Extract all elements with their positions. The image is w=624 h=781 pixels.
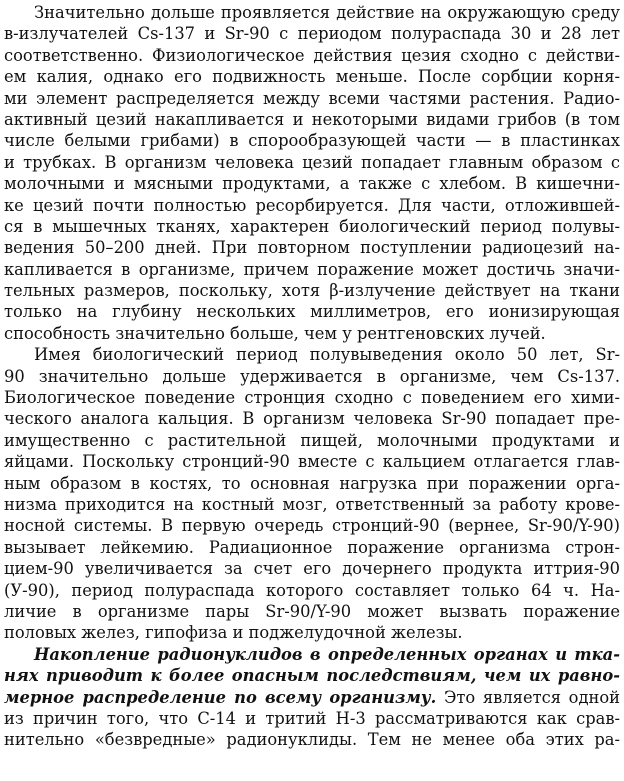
text-line: ем калия, однако его подвижность меньше. После сорбции корня-: [4, 67, 620, 87]
emphasis-fragment: мерное распределение по всему организму.: [4, 687, 437, 707]
text-line: Биологическое поведение стронция сходно с поведением его хими-: [4, 388, 620, 408]
text-line: (У-90), период полураспада которого составляет только 64 ч. На-: [4, 580, 620, 600]
text-line: [4, 687, 620, 708]
text-line: цием-90 увеличивается за счет его дочернего продукта иттрия-90: [4, 559, 620, 579]
text-line: способность значительно больше, чем у рентгеновских лучей.: [4, 323, 546, 343]
document-page: [4, 0, 620, 751]
text-line: в-излучателей Cs-137 и Sr-90 с периодом полураспада 30 и 28 лет: [4, 24, 620, 44]
text-line: нительно «безвредные» радионуклиды. Тем не менее оба этих ра-: [4, 730, 620, 750]
text-line: ке цезий почти полностью ресорбируется. Для части, отложившей-: [4, 195, 620, 215]
paragraph-cesium: [4, 2, 620, 344]
text-line: Имея биологический период полувыведения около 50 лет, Sr-: [34, 345, 620, 365]
text-line: яйцами. Поскольку стронций-90 вместе с кальцием отлагается глав-: [4, 452, 620, 472]
paragraph-strontium: [4, 344, 620, 643]
text-line: числе белыми грибами) в спорообразующей части — в пластинках: [4, 131, 620, 151]
text-line: низма приходится на костный мозг, ответственный за работу крове-: [4, 494, 620, 514]
text-line: тельных размеров, поскольку, хотя β-излучение действует на ткани: [4, 281, 620, 301]
text-line: из причин того, что С-14 и тритий Н-3 рассматриваются как срав-: [4, 708, 620, 728]
emphasis-line: нях приводит к более опасным последствиям, чем их равно-: [4, 666, 620, 686]
text-line: Значительно дольше проявляется действие на окружающую среду: [34, 3, 620, 22]
text-line: соответственно. Физиологическое действия цезия сходно с действи-: [4, 45, 620, 65]
text-fragment: Это является одной: [436, 687, 620, 707]
text-line: ми элемент распределяется между всеми частями растения. Радио-: [4, 88, 620, 108]
text-line: 90 значительно дольше удерживается в организме, чем Cs-137.: [4, 366, 620, 386]
text-line: молочными и мясными продуктами, а также с хлебом. В кишечни-: [4, 174, 620, 194]
text-line: имущественно с растительной пищей, молочными продуктами и: [4, 430, 620, 450]
text-line: ся в мышечных тканях, характерен биологический период полувы-: [4, 216, 620, 236]
emphasis-line: Накопление радионуклидов в определенных органах и тка-: [34, 644, 620, 664]
text-line: и трубках. В организм человека цезий попадает главным образом с: [4, 152, 620, 172]
text-line: ческого аналога кальция. В организм человека Sr-90 попадает пре-: [4, 409, 620, 429]
text-line: активный цезий накапливается и некоторыми видами грибов (в том: [4, 109, 620, 129]
text-line: носной системы. В первую очередь стронций-90 (вернее, Sr-90/Y-90): [4, 516, 620, 536]
text-line: вызывает лейкемию. Радиационное поражение организма строн-: [4, 537, 620, 557]
text-line: половых желез, гипофиза и поджелудочной железы.: [4, 623, 463, 643]
text-line: ведения 50–200 дней. При повторном поступлении радиоцезий на-: [4, 238, 620, 258]
text-line: капливается в организме, причем поражение может достичь значи-: [4, 259, 620, 279]
text-line: ным образом в костях, то основная нагрузка при поражении орга-: [4, 473, 620, 493]
text-line: личие в организме пары Sr-90/Y-90 может вызвать поражение: [4, 601, 620, 621]
text-line: только на глубину нескольких миллиметров, его ионизирующая: [4, 302, 620, 322]
paragraph-accumulation: [4, 644, 620, 751]
